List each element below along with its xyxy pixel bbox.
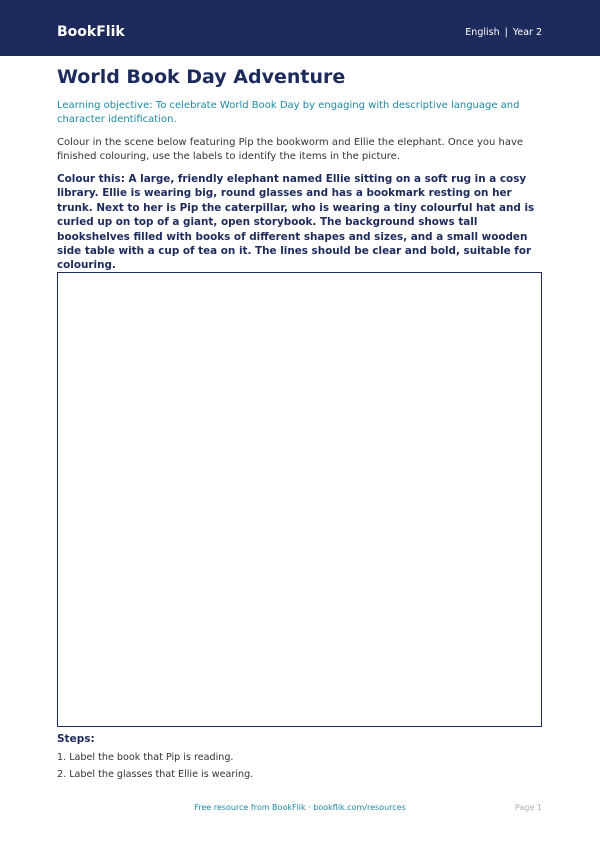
page-number: Page 1: [515, 803, 542, 812]
brand-logo[interactable]: BookFlik: [57, 24, 125, 40]
learning-objective: Learning objective: To celebrate World Book Day by engaging with descriptive language and character identification.: [57, 100, 520, 125]
step-item-1: 1. Label the book that Pip is reading.: [57, 752, 234, 763]
subject-separator: |: [504, 27, 508, 38]
footer-link[interactable]: Free resource from BookFlik · bookflik.com/resources: [194, 803, 406, 812]
year-label: Year 2: [512, 27, 542, 38]
steps-list: [57, 751, 253, 785]
step-item-2: 2. Label the glasses that Ellie is wearing.: [57, 769, 254, 780]
intro-text: Colour in the scene below featuring Pip the bookworm and Ellie the elephant. Once you have finished colouring, use the labels to identify the items in the picture.: [57, 137, 524, 162]
colour-prompt: Colour this: A large, friendly elephant named Ellie sitting on a soft rug in a cosy library. Ellie is wearing big, round glasses and has a bookmark resting on her trunk. Next to her is Pip the caterpillar, who is wearing a tiny colourful hat and is curled up on top of a giant, open storybook. The background shows tall bookshelves filled with books of different shapes and sizes, and a small wooden side table with a cup of tea on it. The lines should be clear and bold, suitable for colouring.: [57, 173, 535, 272]
colouring-box: [57, 272, 542, 727]
page-title: World Book Day Adventure: [57, 66, 346, 88]
subject-year: [465, 26, 542, 40]
subject-label: English: [465, 27, 500, 38]
header-bar: [0, 0, 600, 56]
steps-title: Steps:: [57, 733, 95, 745]
